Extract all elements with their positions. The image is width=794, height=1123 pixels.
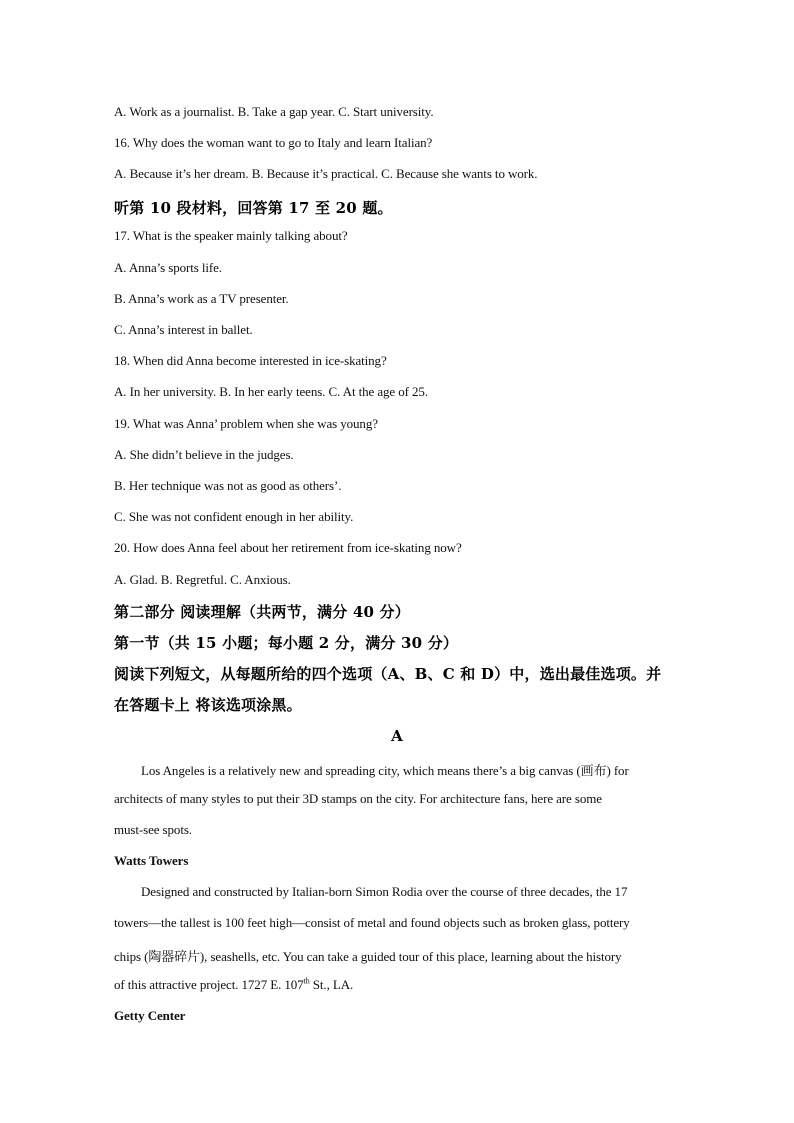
watts-line4-text: of this attractive project. 1727 E. 107 <box>114 977 304 992</box>
intro-line2: architects of many styles to put their 3D stamps on the city. For architecture fans, here are some <box>114 791 602 806</box>
instructions-line1: 阅读下列短文，从每题所给的四个选项（A、B、C 和 D）中，选出最佳选项。并 <box>114 665 662 683</box>
passage-label: A <box>391 727 403 745</box>
q16-options: A. Because it’s her dream. B. Because it’s practical. C. Because she wants to work. <box>114 166 538 181</box>
instructions-line2: 在答题卡上 将该选项涂黑。 <box>114 696 302 714</box>
watts-line3: chips (陶器碎片), seashells, etc. You can take a guided tour of this place, learning about the history <box>114 949 622 964</box>
q17-option-c: C. Anna’s interest in ballet. <box>114 322 253 337</box>
q20-question: 20. How does Anna feel about her retirement from ice-skating now? <box>114 540 462 555</box>
q17-question: 17. What is the speaker mainly talking about? <box>114 228 348 243</box>
q19-option-b: B. Her technique was not as good as others’. <box>114 478 342 493</box>
q15-options: A. Work as a journalist. B. Take a gap year. C. Start university. <box>114 104 434 119</box>
q19-question: 19. What was Anna’ problem when she was young? <box>114 416 378 431</box>
watts-line2: towers—the tallest is 100 feet high—consist of metal and found objects such as broken glass, pottery <box>114 915 630 930</box>
intro-line3: must-see spots. <box>114 822 192 837</box>
section10-heading: 听第 10 段材料，回答第 17 至 20 题。 <box>114 199 393 217</box>
getty-center-title: Getty Center <box>114 1008 186 1023</box>
q19-option-c: C. She was not confident enough in her ability. <box>114 509 354 524</box>
intro-line1: Los Angeles is a relatively new and spreading city, which means there’s a big canvas (画布) for <box>141 763 629 778</box>
watts-line1: Designed and constructed by Italian-born Simon Rodia over the course of three decades, the 17 <box>141 884 628 899</box>
q18-options: A. In her university. B. In her early teens. C. At the age of 25. <box>114 384 428 399</box>
q17-option-a: A. Anna’s sports life. <box>114 260 222 275</box>
section1-heading: 第一节（共 15 小题；每小题 2 分，满分 30 分） <box>114 634 459 652</box>
watts-line4-end: St., LA. <box>309 977 354 992</box>
watts-towers-title: Watts Towers <box>114 853 189 868</box>
q19-option-a: A. She didn’t believe in the judges. <box>114 447 294 462</box>
ordinal-suffix: th <box>303 976 310 986</box>
q18-question: 18. When did Anna become interested in ice-skating? <box>114 353 387 368</box>
q16-question: 16. Why does the woman want to go to Italy and learn Italian? <box>114 135 433 150</box>
part2-heading: 第二部分 阅读理解（共两节，满分 40 分） <box>114 603 410 621</box>
q20-options: A. Glad. B. Regretful. C. Anxious. <box>114 572 291 587</box>
q17-option-b: B. Anna’s work as a TV presenter. <box>114 291 289 306</box>
watts-line4 <box>114 977 694 993</box>
